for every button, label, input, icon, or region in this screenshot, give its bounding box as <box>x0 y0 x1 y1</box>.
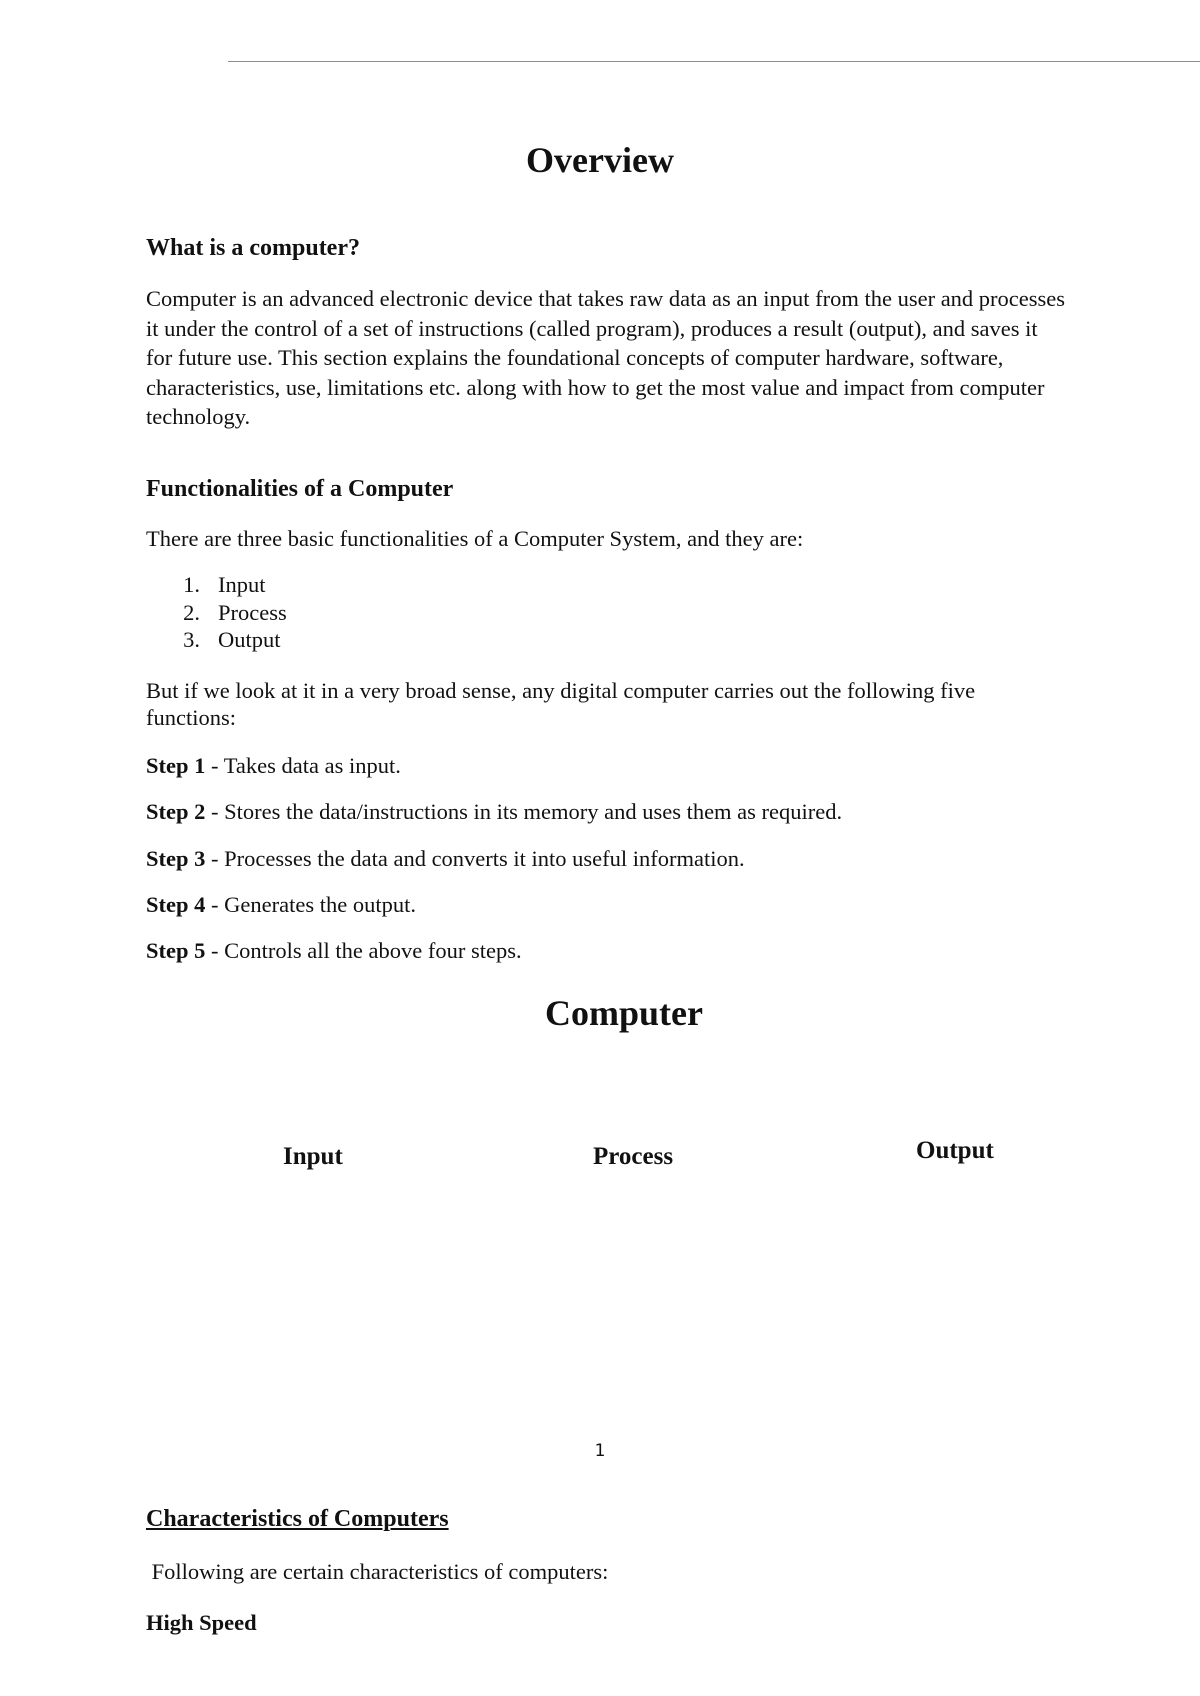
heading-what-is-computer: What is a computer? <box>146 235 360 261</box>
heading-characteristics: Characteristics of Computers <box>146 1506 449 1532</box>
step-5: Step 5 - Controls all the above four steps. <box>146 938 522 963</box>
diagram-input-label: Input <box>283 1143 343 1170</box>
list-item: 1. Input <box>183 572 266 597</box>
paragraph-characteristics-intro: Following are certain characteristics of computers: <box>146 1559 609 1584</box>
list-item: 2. Process <box>183 599 287 625</box>
heading-high-speed: High Speed <box>146 1610 257 1635</box>
list-item: 3. Output <box>183 627 281 652</box>
step-2: Step 2 - Stores the data/instructions in its memory and uses them as required. <box>146 799 843 824</box>
paragraph-functionalities-intro: There are three basic functionalities of a Computer System, and they are: <box>146 526 804 551</box>
paragraph-computer-definition: Computer is an advanced electronic device that takes raw data as an input from the user and processes it under the control of a set of instructions (called program), produces a result (output), and saves it for future use. This section explains the foundational concepts of computer hardware, software, characteristics, use, limitations etc. along with how to get the most value and impact from computer technology. <box>146 286 1066 429</box>
paragraph-broad-sense: But if we look at it in a very broad sense, any digital computer carries out the following five functions: <box>146 678 976 730</box>
functionality-list <box>146 571 287 654</box>
heading-functionalities: Functionalities of a Computer <box>146 476 454 502</box>
step-4: Step 4 - Generates the output. <box>146 892 416 917</box>
header-rule <box>228 61 1200 62</box>
step-1: Step 1 - Takes data as input. <box>146 753 401 778</box>
diagram-process-label: Process <box>593 1143 674 1170</box>
diagram-output-label: Output <box>916 1137 994 1164</box>
diagram-title: Computer <box>545 993 703 1033</box>
page-title: Overview <box>526 140 674 180</box>
step-3: Step 3 - Processes the data and converts it into useful information. <box>146 846 745 871</box>
page-number: 1 <box>594 1441 606 1461</box>
